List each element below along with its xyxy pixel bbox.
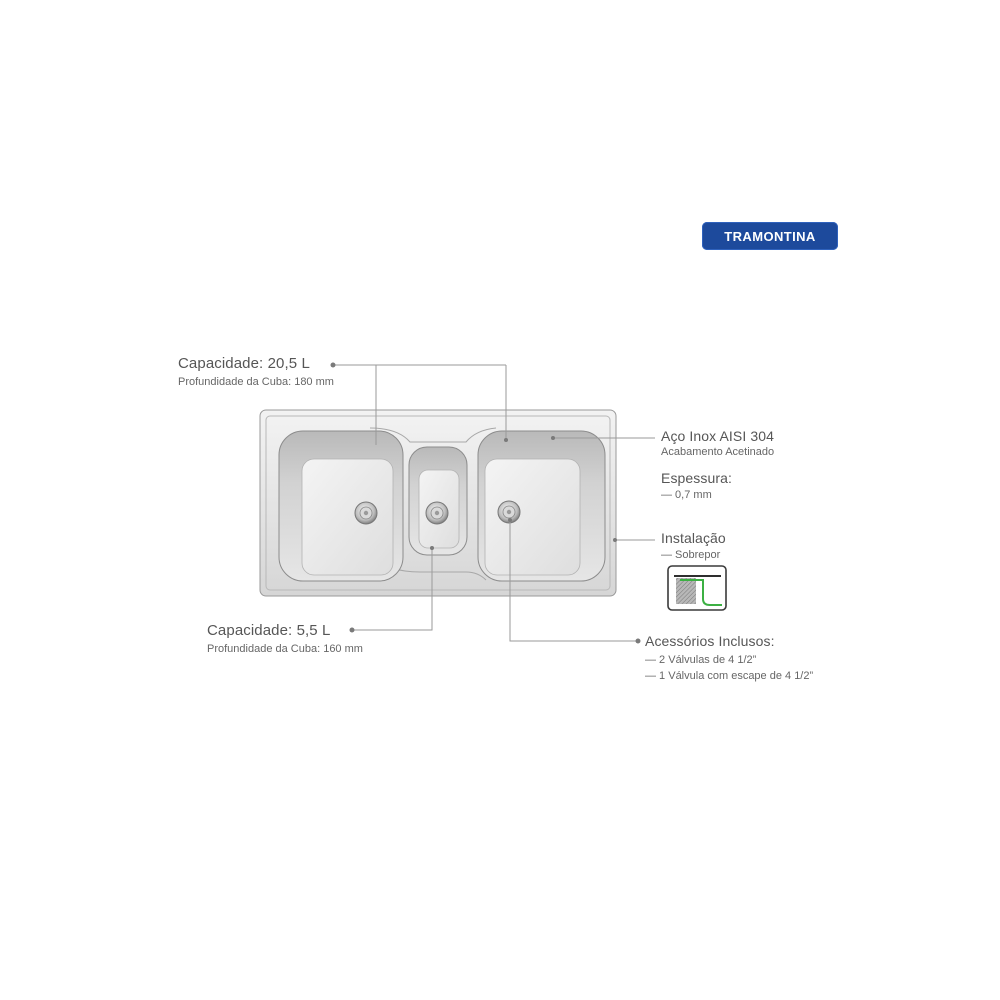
accessories-item: — 2 Válvulas de 4 1/2”	[645, 654, 757, 666]
leader-dot	[350, 628, 355, 633]
leader-dot	[613, 538, 617, 542]
leader-dot	[331, 363, 336, 368]
thickness-value: — 0,7 mm	[661, 489, 712, 501]
leader-dot	[551, 436, 555, 440]
drain-middle	[426, 502, 448, 524]
logo-text: TRAMONTINA	[724, 228, 816, 244]
small-bowl-capacity: Capacidade: 5,5 L	[207, 622, 331, 639]
large-bowl-depth: Profundidade da Cuba: 180 mm	[178, 376, 334, 388]
material-title: Aço Inox AISI 304	[661, 428, 774, 444]
middle-bowl	[409, 447, 467, 555]
accessories-title: Acessórios Inclusos:	[645, 633, 775, 649]
installation-type: — Sobrepor	[661, 549, 721, 561]
countertop-mount-icon	[668, 566, 726, 610]
accessories-item: — 1 Válvula com escape de 4 1/2”	[645, 670, 814, 682]
installation-title: Instalação	[661, 530, 726, 546]
leader-dot	[636, 639, 641, 644]
small-bowl-depth: Profundidade da Cuba: 160 mm	[207, 643, 363, 655]
thickness-title: Espessura:	[661, 470, 733, 486]
left-bowl	[279, 431, 403, 581]
large-bowl-capacity: Capacidade: 20,5 L	[178, 355, 310, 372]
drain-left	[355, 502, 377, 524]
leader-dot	[504, 438, 508, 442]
leader-dot	[430, 546, 434, 550]
leader-dot	[508, 518, 512, 522]
material-finish: Acabamento Acetinado	[661, 446, 775, 458]
right-bowl	[478, 431, 605, 581]
